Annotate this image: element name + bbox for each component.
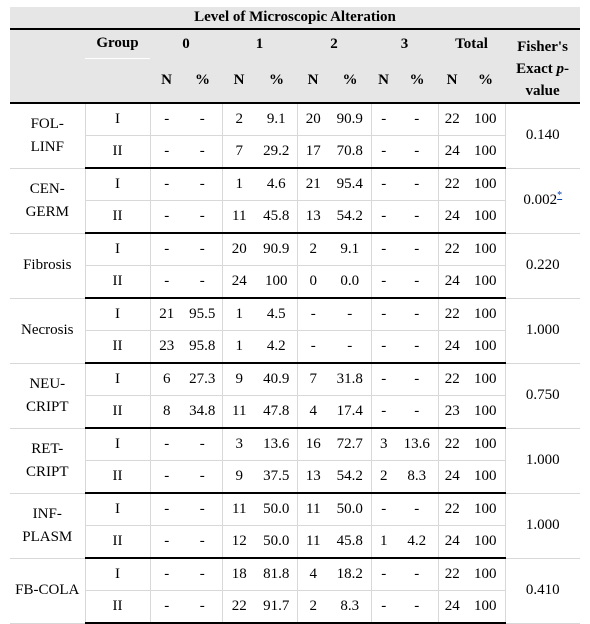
cell-pct-0: - [183,266,222,299]
cell-n-total: 22 [438,363,466,396]
header-pct: % [329,58,371,103]
cell-n-1: 11 [222,396,256,429]
cell-pct-total: 100 [466,298,505,331]
cell-n-3: - [371,396,396,429]
cell-n-1: 3 [222,428,256,461]
pvalue-cell [505,363,580,428]
table-row [10,493,580,526]
variable-name-line-1: RET- [31,440,64,457]
cell-pct-total: 100 [466,103,505,136]
table-row [10,331,580,364]
header-pct: % [183,58,222,103]
cell-pct-2: - [329,331,371,364]
cell-pct-total: 100 [466,396,505,429]
cell-n-0: 8 [150,396,183,429]
cell-pct-3: - [396,591,438,624]
fisher-line-2c: - [563,61,569,77]
cell-n-0: - [150,428,183,461]
variable-name-cell [10,363,85,428]
cell-pct-3: - [396,331,438,364]
table-row [10,428,580,461]
cell-pct-3: 13.6 [396,428,438,461]
cell-n-2: 13 [297,201,329,234]
cell-pct-1: 50.0 [256,526,297,559]
cell-pct-3: - [396,363,438,396]
header-blank-cell [10,58,85,103]
cell-pct-total: 100 [466,266,505,299]
cell-n-1: 22 [222,591,256,624]
cell-pct-2: 9.1 [329,233,371,266]
table-row [10,461,580,494]
cell-n-3: - [371,493,396,526]
table-title-row [10,7,580,29]
cell-n-total: 24 [438,526,466,559]
header-level-3: 3 [371,29,438,58]
variable-name-cell [10,428,85,493]
cell-n-3: - [371,298,396,331]
cell-n-0: - [150,136,183,169]
variable-name-line-1: Necrosis [21,322,74,338]
pvalue-cell [505,168,580,233]
cell-n-2: 11 [297,526,329,559]
cell-n-1: 11 [222,201,256,234]
cell-n-1: 12 [222,526,256,559]
cell-pct-2: 17.4 [329,396,371,429]
cell-n-1: 2 [222,103,256,136]
cell-group: II [85,266,150,299]
cell-pct-1: 90.9 [256,233,297,266]
cell-pct-3: - [396,558,438,591]
header-n: N [150,58,183,103]
cell-n-2: 16 [297,428,329,461]
cell-group: II [85,201,150,234]
cell-n-3: - [371,363,396,396]
cell-n-1: 9 [222,461,256,494]
table-row [10,201,580,234]
cell-n-2: 0 [297,266,329,299]
cell-pct-total: 100 [466,558,505,591]
cell-n-2: 4 [297,558,329,591]
cell-pct-0: - [183,103,222,136]
cell-n-total: 24 [438,201,466,234]
cell-n-total: 24 [438,461,466,494]
cell-n-2: 17 [297,136,329,169]
variable-name-cell [10,298,85,363]
cell-pct-2: 8.3 [329,591,371,624]
cell-pct-1: 13.6 [256,428,297,461]
header-row-units [10,58,580,103]
cell-n-2: 4 [297,396,329,429]
cell-group: II [85,331,150,364]
cell-pct-2: 72.7 [329,428,371,461]
cell-n-2: 21 [297,168,329,201]
cell-pct-total: 100 [466,526,505,559]
header-fisher-pvalue [505,29,580,103]
cell-n-0: - [150,461,183,494]
cell-group: II [85,136,150,169]
cell-pct-1: 29.2 [256,136,297,169]
cell-pct-0: - [183,526,222,559]
table-row [10,103,580,136]
cell-n-2: 7 [297,363,329,396]
cell-pct-total: 100 [466,591,505,624]
variable-name-line-2: PLASM [22,528,73,545]
variable-name-line-1: FOL- [30,115,64,132]
cell-pct-total: 100 [466,168,505,201]
cell-pct-2: 90.9 [329,103,371,136]
cell-pct-2: 31.8 [329,363,371,396]
cell-pct-3: 4.2 [396,526,438,559]
pvalue-cell [505,493,580,558]
pvalue-text: 1.000 [525,452,560,468]
header-level-2: 2 [297,29,371,58]
cell-n-1: 24 [222,266,256,299]
cell-n-3: 1 [371,526,396,559]
cell-n-3: 3 [371,428,396,461]
variable-name-line-1: CEN- [29,180,65,197]
header-pct: % [396,58,438,103]
footnote-link[interactable]: * [557,190,563,201]
table-row [10,558,580,591]
cell-pct-0: - [183,493,222,526]
variable-name-line-2: LINF [30,138,64,155]
variable-name-cell [10,103,85,168]
cell-n-total: 24 [438,136,466,169]
cell-pct-total: 100 [466,461,505,494]
cell-group: II [85,396,150,429]
cell-n-2: 13 [297,461,329,494]
header-pct: % [256,58,297,103]
table-row [10,396,580,429]
cell-pct-total: 100 [466,331,505,364]
table-title: Level of Microscopic Alteration [10,7,580,29]
cell-n-total: 22 [438,103,466,136]
pvalue-text: 1.000 [525,517,560,533]
cell-pct-3: - [396,168,438,201]
header-blank-cell [10,29,85,58]
cell-pct-1: 100 [256,266,297,299]
cell-pct-1: 45.8 [256,201,297,234]
variable-name-line-2: CRIPT [25,398,69,415]
cell-pct-1: 9.1 [256,103,297,136]
cell-n-1: 1 [222,298,256,331]
cell-n-1: 1 [222,331,256,364]
cell-n-total: 22 [438,558,466,591]
variable-name-line-1: INF- [32,505,62,522]
cell-pct-1: 81.8 [256,558,297,591]
pvalue-cell [505,233,580,298]
cell-group: I [85,168,150,201]
cell-pct-2: 95.4 [329,168,371,201]
cell-pct-3: - [396,266,438,299]
table-row [10,266,580,299]
cell-n-0: - [150,526,183,559]
cell-n-0: - [150,493,183,526]
table-row [10,591,580,624]
cell-pct-3: - [396,136,438,169]
cell-pct-0: - [183,201,222,234]
cell-pct-0: 95.5 [183,298,222,331]
cell-n-0: - [150,591,183,624]
cell-n-3: - [371,233,396,266]
header-n: N [371,58,396,103]
cell-pct-3: - [396,233,438,266]
cell-pct-0: - [183,233,222,266]
cell-group: I [85,298,150,331]
cell-pct-1: 91.7 [256,591,297,624]
cell-n-total: 22 [438,233,466,266]
variable-name-line-1: NEU- [29,375,66,392]
cell-pct-3: - [396,103,438,136]
fisher-line-1: Fisher's [517,39,568,55]
cell-n-1: 9 [222,363,256,396]
cell-n-total: 22 [438,298,466,331]
pvalue-text: 0.750 [525,387,560,403]
cell-n-0: 21 [150,298,183,331]
pvalue-cell [505,428,580,493]
header-group: Group [85,29,150,58]
variable-name-line-1: FB-COLA [15,582,80,598]
cell-pct-0: - [183,461,222,494]
cell-n-2: 11 [297,493,329,526]
cell-n-3: - [371,103,396,136]
pvalue-text: 0.220 [525,257,560,273]
cell-group: I [85,493,150,526]
cell-pct-0: - [183,136,222,169]
pvalue-cell [505,103,580,168]
cell-n-total: 22 [438,168,466,201]
cell-pct-0: - [183,558,222,591]
cell-n-0: - [150,201,183,234]
cell-pct-total: 100 [466,428,505,461]
cell-pct-2: - [329,298,371,331]
cell-n-2: 2 [297,591,329,624]
cell-n-total: 22 [438,493,466,526]
cell-pct-total: 100 [466,136,505,169]
cell-pct-2: 0.0 [329,266,371,299]
pvalue-text: 0.140 [525,127,560,144]
cell-n-3: - [371,168,396,201]
header-n: N [438,58,466,103]
header-level-1: 1 [222,29,297,58]
fisher-line-2b: p [556,61,564,77]
cell-pct-0: 95.8 [183,331,222,364]
cell-pct-1: 50.0 [256,493,297,526]
cell-n-0: 6 [150,363,183,396]
table-row [10,363,580,396]
cell-pct-1: 47.8 [256,396,297,429]
cell-group: I [85,363,150,396]
variable-name-line-1: Fibrosis [23,257,72,273]
fisher-line-2a: Exact [516,61,557,77]
microscopic-alteration-table [10,7,580,624]
cell-pct-2: 70.8 [329,136,371,169]
cell-pct-2: 45.8 [329,526,371,559]
pvalue-text: 1.000 [525,322,560,338]
header-blank-cell [85,58,150,103]
cell-pct-2: 18.2 [329,558,371,591]
cell-pct-1: 4.6 [256,168,297,201]
cell-pct-3: - [396,493,438,526]
cell-pct-0: - [183,591,222,624]
cell-n-total: 22 [438,428,466,461]
cell-n-total: 24 [438,331,466,364]
cell-n-3: - [371,201,396,234]
cell-pct-1: 40.9 [256,363,297,396]
pvalue-cell [505,298,580,363]
cell-n-3: - [371,558,396,591]
cell-pct-2: 54.2 [329,461,371,494]
cell-n-3: - [371,591,396,624]
cell-pct-0: 27.3 [183,363,222,396]
cell-pct-1: 37.5 [256,461,297,494]
cell-pct-0: 34.8 [183,396,222,429]
variable-name-cell [10,168,85,233]
header-pct: % [466,58,505,103]
cell-pct-3: 8.3 [396,461,438,494]
cell-pct-3: - [396,201,438,234]
cell-pct-3: - [396,396,438,429]
cell-n-total: 24 [438,591,466,624]
header-row-levels [10,29,580,58]
cell-n-0: - [150,103,183,136]
cell-n-2: - [297,298,329,331]
pvalue-text: 0.410 [525,582,560,598]
cell-n-1: 11 [222,493,256,526]
cell-group: I [85,233,150,266]
cell-n-0: - [150,558,183,591]
cell-group: II [85,461,150,494]
fisher-line-3: value [525,83,560,99]
cell-pct-2: 54.2 [329,201,371,234]
header-n: N [297,58,329,103]
cell-n-3: - [371,331,396,364]
cell-pct-total: 100 [466,201,505,234]
variable-name-line-2: CRIPT [25,463,69,480]
variable-name-cell [10,493,85,558]
header-total: Total [438,29,505,58]
header-n: N [222,58,256,103]
cell-n-0: - [150,168,183,201]
cell-pct-0: - [183,428,222,461]
pvalue-cell [505,558,580,623]
table-row [10,526,580,559]
table-row [10,233,580,266]
cell-n-3: - [371,136,396,169]
cell-group: II [85,526,150,559]
cell-n-0: 23 [150,331,183,364]
cell-n-total: 24 [438,266,466,299]
cell-pct-0: - [183,168,222,201]
cell-pct-total: 100 [466,493,505,526]
cell-n-1: 20 [222,233,256,266]
cell-n-2: - [297,331,329,364]
cell-n-1: 1 [222,168,256,201]
cell-n-2: 2 [297,233,329,266]
variable-name-cell [10,558,85,623]
pvalue-text: 0.002 [523,192,558,208]
cell-pct-total: 100 [466,363,505,396]
cell-pct-total: 100 [466,233,505,266]
table-row [10,136,580,169]
cell-n-3: - [371,266,396,299]
cell-n-total: 23 [438,396,466,429]
cell-group: I [85,103,150,136]
variable-name-line-2: GERM [25,203,69,220]
cell-n-2: 20 [297,103,329,136]
cell-group: I [85,558,150,591]
cell-n-1: 18 [222,558,256,591]
cell-group: II [85,591,150,624]
cell-n-0: - [150,266,183,299]
cell-n-1: 7 [222,136,256,169]
header-level-0: 0 [150,29,222,58]
cell-pct-1: 4.5 [256,298,297,331]
cell-pct-1: 4.2 [256,331,297,364]
cell-n-3: 2 [371,461,396,494]
table-row [10,168,580,201]
cell-pct-3: - [396,298,438,331]
variable-name-cell [10,233,85,298]
cell-n-0: - [150,233,183,266]
cell-pct-2: 50.0 [329,493,371,526]
table-row [10,298,580,331]
cell-group: I [85,428,150,461]
